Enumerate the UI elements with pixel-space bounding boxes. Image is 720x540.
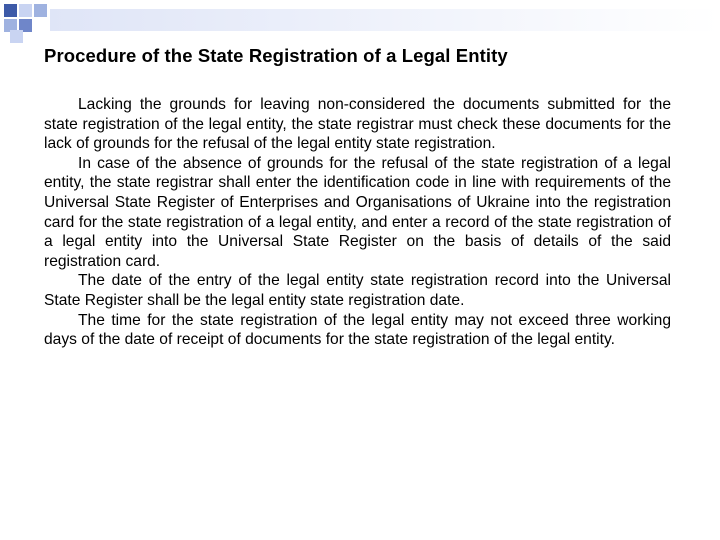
corner-square-1 xyxy=(4,4,17,17)
corner-square-6 xyxy=(10,30,23,43)
slide-body xyxy=(44,95,671,350)
corner-square-2 xyxy=(19,4,32,17)
paragraph-2: In case of the absence of grounds for the refusal of the state registration of a legal entity, the state registrar shall enter the identification code in line with requirements of the Universal State Register of Enterprises and Organisations of Ukraine into the registration card for the state registration of a legal entity, and enter a record of the state registration of a legal entity into the Universal State Register on the basis of details of the said registration card. xyxy=(44,154,671,270)
header-gradient-bar xyxy=(50,9,720,31)
slide-title: Procedure of the State Registration of a Legal Entity xyxy=(44,45,508,66)
corner-square-3 xyxy=(34,4,47,17)
paragraph-3: The date of the entry of the legal entity state registration record into the Universal State Register shall be the legal entity state registration date. xyxy=(44,272,671,309)
paragraph-1: Lacking the grounds for leaving non-considered the documents submitted for the state registration of the legal entity, the state registrar must check these documents for the lack of grounds for the refusal of the legal entity state registration. xyxy=(44,96,671,153)
paragraph-4: The time for the state registration of the legal entity may not exceed three working days of the date of receipt of documents for the state registration of the legal entity. xyxy=(44,311,671,349)
